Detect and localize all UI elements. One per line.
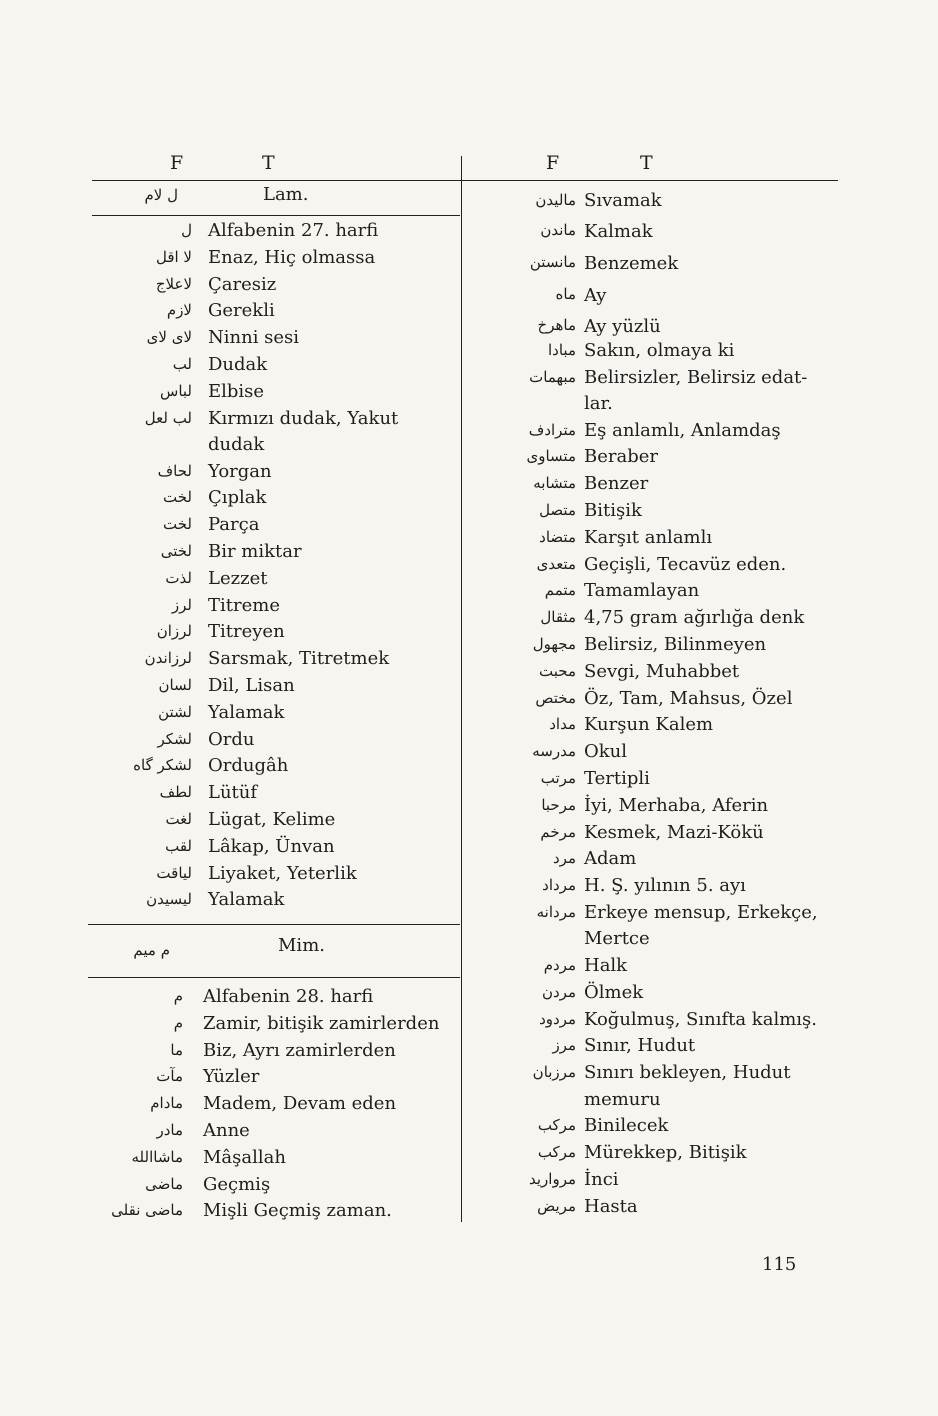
list-item [462,980,838,1007]
turkish-meaning: Sınır, Hudut [584,1035,696,1057]
list-item [92,406,460,459]
turkish-meaning: Lezzet [208,567,268,589]
list-item [462,471,838,498]
arabic-word: لا اقل [155,247,192,266]
mim-section-title: Mim. [278,935,325,956]
turkish-meaning: Lâkap, Ünvan [208,835,335,857]
arabic-word: مجهول [532,634,576,653]
arabic-word: متمم [544,581,576,600]
turkish-meaning: Biz, Ayrı zamirlerden [203,1039,396,1061]
arabic-word: متصل [539,500,576,519]
arabic-word: مانستن [529,252,576,271]
turkish-meaning: Anne [203,1119,250,1141]
turkish-meaning: Belirsiz, Bilinmeyen [584,633,767,655]
turkish-meaning: Benzemek [584,252,679,274]
turkish-meaning: Liyaket, Yeterlik [208,862,357,884]
turkish-meaning: Ninni sesi [208,327,300,349]
list-item [92,673,460,700]
list-item [462,338,838,365]
arabic-word: مبادا [548,340,576,359]
turkish-meaning: Çaresiz [208,273,277,295]
arabic-word: مرتب [540,768,576,787]
arabic-word: لب [172,354,192,373]
list-item [88,1145,460,1172]
arabic-word: مردن [541,982,576,1001]
turkish-meaning: Alfabenin 28. harfi [203,986,374,1007]
turkish-meaning: Titreyen [208,621,285,643]
arabic-word: م [173,1013,183,1032]
list-item [462,247,838,279]
arabic-word: لقب [165,836,192,855]
list-item [462,605,838,632]
arabic-word: مریض [537,1196,576,1215]
list-item [462,279,838,310]
arabic-word: مردود [539,1009,576,1028]
turkish-meaning: Kesmek, Mazi-Kökü [584,821,764,843]
right-entries [462,188,838,1220]
list-item [92,512,460,539]
lam-rule [92,215,460,216]
list-item [462,953,838,980]
turkish-meaning: Gerekli [208,300,275,322]
list-item [462,525,838,552]
turkish-meaning: Sınırı bekleyen, Hudut memuru [584,1062,791,1110]
turkish-meaning: Kırmızı dudak, Yakut dudak [208,407,399,456]
list-item [462,766,838,793]
list-item [92,459,460,486]
arabic-word: مداد [549,715,576,734]
arabic-word: مرد [553,849,576,868]
list-item [462,188,838,215]
arabic-word: مردم [543,955,576,974]
list-item [462,552,838,579]
turkish-meaning: Yüzler [203,1066,260,1088]
list-item [462,659,838,686]
arabic-word: لشتن [158,702,192,721]
arabic-word: مرخم [540,822,576,841]
lam-entries [92,218,460,914]
arabic-word: لطف [159,783,192,802]
list-item [88,984,460,1011]
turkish-meaning: Lütüf [208,782,258,804]
turkish-meaning: Zamir, bitişik zamirlerden [203,1012,440,1034]
list-item [88,1038,460,1065]
list-item [462,444,838,471]
turkish-meaning: Adam [584,848,637,870]
turkish-meaning: 4,75 gram ağırlığa denk [584,607,805,629]
list-item [88,1064,460,1091]
turkish-meaning: Madem, Devam eden [203,1093,397,1115]
arabic-word: لشکر [157,729,192,748]
list-item [462,793,838,820]
turkish-meaning: Bitişik [584,499,642,521]
turkish-meaning: Mişli Geçmiş zaman. [203,1200,392,1222]
arabic-word: لخت [163,488,192,507]
arabic-word: لباس [160,381,192,400]
arabic-word: مترادف [528,420,576,439]
list-item [462,846,838,873]
turkish-meaning: Ölmek [584,981,644,1003]
list-item [462,310,838,338]
turkish-meaning: Binilecek [584,1115,669,1137]
turkish-meaning: Öz, Tam, Mahsus, Özel [584,687,793,709]
lam-section [92,184,460,210]
arabic-word: لیسیدن [146,890,192,909]
arabic-word: متساوی [526,447,576,466]
arabic-word: متشابه [533,474,576,493]
list-item [92,352,460,379]
list-item [88,1198,460,1225]
turkish-meaning: Çıplak [208,487,267,509]
list-item [462,365,838,418]
arabic-word: مثقال [540,608,576,627]
lam-section-title: Lam. [263,184,309,205]
left-header-f: F [170,152,184,174]
arabic-word: ماهرخ [537,315,576,334]
arabic-word: مادام [150,1094,183,1113]
arabic-word: مادر [156,1120,183,1139]
mim-section [88,935,460,965]
list-item [92,325,460,352]
arabic-word: ماضی نقلی [111,1201,183,1220]
arabic-word: لب لعل [144,408,192,427]
list-item [462,578,838,605]
arabic-word: لخت [163,515,192,534]
turkish-meaning: Ordugâh [208,755,289,777]
turkish-meaning: Sevgi, Muhabbet [584,660,740,682]
list-item [462,1140,838,1167]
arabic-word: لیاقت [156,863,192,882]
list-item [92,753,460,780]
list-item [92,566,460,593]
turkish-meaning: Mürekkep, Bitişik [584,1141,747,1163]
arabic-word: لسان [158,675,192,694]
arabic-word: ل [181,221,192,239]
turkish-meaning: Tamamlayan [584,580,700,602]
turkish-meaning: Koğulmuş, Sınıfta kalmış. [584,1008,817,1030]
turkish-meaning: Geçişli, Tecavüz eden. [584,553,787,575]
arabic-word: مدرسه [532,742,576,761]
list-item [88,1011,460,1038]
arabic-word: ماشاالله [131,1147,183,1166]
right-header-f: F [546,152,560,174]
arabic-word: مختص [535,688,576,707]
mim-rule-bottom [88,977,460,978]
arabic-word: لختی [160,541,192,560]
turkish-meaning: Geçmiş [203,1173,271,1195]
arabic-word: محبت [539,661,576,680]
turkish-meaning: Dil, Lisan [208,674,295,696]
turkish-meaning: Sıvamak [584,190,662,211]
arabic-word: لای لای [146,328,192,347]
list-item [462,1007,838,1034]
list-item [462,1167,838,1194]
arabic-word: مرحبا [541,795,576,814]
turkish-meaning: İyi, Merhaba, Aferin [584,794,769,816]
list-item [462,712,838,739]
arabic-word: لاعلاج [155,274,192,293]
turkish-meaning: Lügat, Kelime [208,808,336,830]
turkish-meaning: Belirsizler, Belirsiz edat-lar. [584,366,808,415]
turkish-meaning: Hasta [584,1195,638,1217]
arabic-word: لحاف [157,461,192,480]
turkish-meaning: Yalamak [208,889,285,911]
arabic-word: متضاد [539,527,576,546]
turkish-meaning: Elbise [208,380,265,402]
list-item [462,1033,838,1060]
list-item [92,485,460,512]
header-rule [92,180,838,181]
arabic-word: لرز [171,595,192,614]
mim-rule-top [88,924,460,925]
list-item [92,593,460,620]
list-item [92,700,460,727]
list-item [462,632,838,659]
turkish-meaning: Parça [208,514,260,536]
turkish-meaning: Kalmak [584,220,653,242]
list-item [92,861,460,888]
list-item [462,1060,838,1113]
list-item [462,215,838,247]
list-item [462,1194,838,1221]
turkish-meaning: Ay [584,284,607,306]
list-item [92,834,460,861]
turkish-meaning: Beraber [584,446,658,468]
lam-section-arabic: ل لام [144,186,178,204]
list-item [92,887,460,914]
list-item [92,780,460,807]
turkish-meaning: Mâşallah [203,1146,286,1168]
arabic-word: ماندن [540,220,576,239]
arabic-word: لذت [165,568,192,587]
list-item [462,873,838,900]
arabic-word: ما [170,1040,183,1059]
arabic-word: لازم [166,301,192,320]
list-item [88,1091,460,1118]
mim-entries [88,984,460,1225]
list-item [462,1113,838,1140]
right-header-t: T [640,152,653,174]
list-item [92,272,460,299]
turkish-meaning: Okul [584,741,628,763]
arabic-word: مرکب [537,1116,576,1135]
turkish-meaning: Yorgan [208,460,272,482]
turkish-meaning: Kurşun Kalem [584,714,714,736]
arabic-word: ماه [555,284,576,303]
turkish-meaning: Karşıt anlamlı [584,526,713,548]
arabic-word: مرداد [542,876,576,895]
list-item [92,218,460,245]
list-item [92,245,460,272]
list-item [462,739,838,766]
arabic-word: مروارید [528,1169,576,1188]
list-item [92,807,460,834]
list-item [92,298,460,325]
list-item [88,1118,460,1145]
list-item [462,418,838,445]
arabic-word: لرزاندن [144,649,192,668]
list-item [462,686,838,713]
arabic-word: ماضی [145,1174,183,1193]
arabic-word: متعدی [536,554,576,573]
turkish-meaning: Tertipli [584,767,650,789]
list-item [462,498,838,525]
turkish-meaning: Halk [584,954,628,976]
list-item [92,539,460,566]
turkish-meaning: Enaz, Hiç olmassa [208,246,376,268]
mim-section-arabic: م میم [133,941,170,959]
arabic-word: مردانه [536,902,576,921]
list-item [92,379,460,406]
arabic-word: م [173,987,183,1005]
arabic-word: مرز [552,1036,576,1055]
list-item [92,727,460,754]
arabic-word: مبهمات [529,367,576,386]
turkish-meaning: H. Ş. yılının 5. ayı [584,875,746,897]
arabic-word: مرزبان [532,1063,576,1082]
turkish-meaning: Sakın, olmaya ki [584,339,735,361]
turkish-meaning: Ordu [208,728,255,750]
turkish-meaning: Erkeye mensup, Erkekçe, Mertce [584,901,818,950]
arabic-word: لغت [165,809,192,828]
turkish-meaning: Ay yüzlü [584,315,661,337]
list-item [92,619,460,646]
turkish-meaning: Yalamak [208,701,285,723]
turkish-meaning: Dudak [208,353,268,375]
turkish-meaning: Titreme [208,594,280,616]
list-item [92,646,460,673]
arabic-word: لشکر گاه [133,756,192,775]
arabic-word: مالیدن [535,191,576,209]
turkish-meaning: Bir miktar [208,540,302,562]
turkish-meaning: Sarsmak, Titretmek [208,648,390,670]
arabic-word: مآت [156,1067,183,1086]
turkish-meaning: Alfabenin 27. harfi [208,220,379,241]
arabic-word: لرزان [156,622,192,641]
turkish-meaning: Benzer [584,473,649,495]
arabic-word: مرکب [537,1142,576,1161]
page-number: 115 [762,1254,797,1275]
list-item [88,1172,460,1199]
left-header-t: T [262,152,275,174]
list-item [462,900,838,953]
list-item [462,820,838,847]
turkish-meaning: İnci [584,1168,619,1190]
turkish-meaning: Eş anlamlı, Anlamdaş [584,419,781,441]
